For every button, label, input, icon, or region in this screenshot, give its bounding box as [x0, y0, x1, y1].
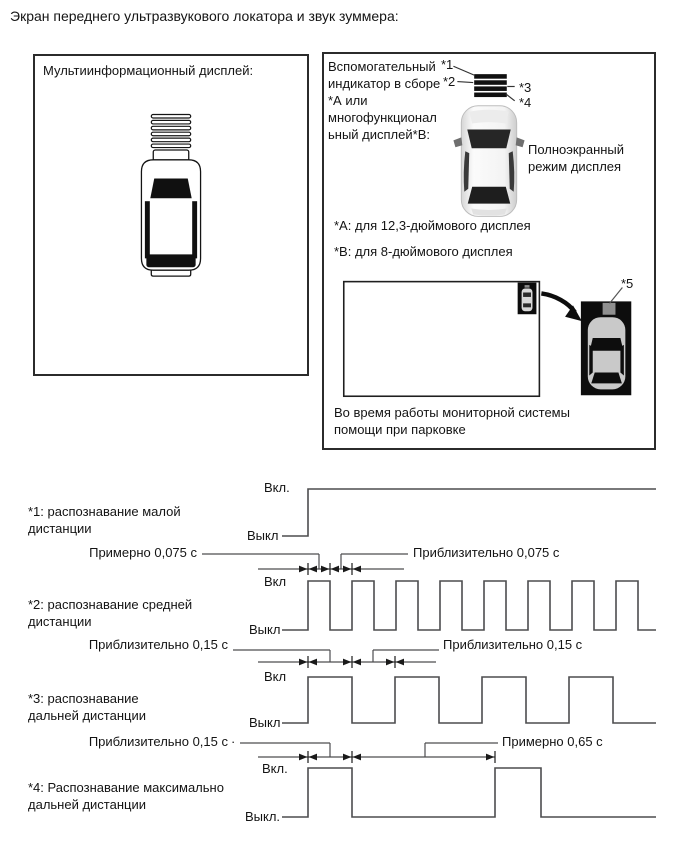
- dim-arrowhead: [299, 659, 307, 666]
- dim-arrowhead: [299, 566, 307, 573]
- timing-label-line: *3: распознавание: [28, 691, 139, 706]
- parking-assist-view: [581, 301, 631, 395]
- zoom-arrow-icon: [541, 293, 582, 321]
- timing-row-4-on-label: Вкл.: [262, 761, 288, 776]
- aux-indicator-panel: [322, 52, 656, 450]
- dim-arrowhead: [396, 659, 404, 666]
- fullscreen-line: режим дисплея: [528, 159, 622, 174]
- timing-row-2-label: [28, 596, 192, 630]
- timing-label-line: *1: распознавание малой: [28, 504, 181, 519]
- dim-arrowhead: [343, 659, 351, 666]
- car-sonar-icon: [35, 56, 307, 374]
- car-top-photo: [453, 106, 524, 217]
- heading-line: многофункционал: [328, 110, 437, 125]
- dim-arrowhead: [353, 754, 361, 761]
- dim-arrowhead: [353, 566, 361, 573]
- sonar-waves-icon: [151, 114, 190, 147]
- timing-row-2-dim-right: Приблизительно 0,075 с: [413, 545, 560, 560]
- timing-row-1-on-label: Вкл.: [264, 480, 290, 495]
- heading-line: ьный дисплей*В:: [328, 127, 430, 142]
- heading-line: Вспомогательный: [328, 59, 436, 74]
- timing-label-line: *2: распознавание средней: [28, 597, 193, 612]
- timing-row-2-dim-left: Примерно 0,075 с: [89, 545, 197, 560]
- timing-label-line: дистанции: [28, 614, 92, 629]
- dim-arrowhead: [309, 754, 317, 761]
- dim-arrowhead: [309, 659, 317, 666]
- car-top-outline-icon: [141, 150, 200, 276]
- dim-arrowhead: [309, 566, 317, 573]
- timing-label-line: дальней дистанции: [28, 708, 146, 723]
- callout-1-leader: [453, 66, 474, 75]
- timing-label-line: *4: Распознавание максимально: [28, 780, 224, 795]
- callout-1: *1: [441, 57, 454, 72]
- dim-arrowhead: [386, 659, 394, 666]
- timing-row-3-dim-left: Приблизительно 0,15 с: [88, 637, 228, 652]
- callout-3: *3: [519, 80, 532, 95]
- page-title: Экран переднего ультразвукового локатора и звук зуммера:: [10, 8, 399, 24]
- waveform-row-4: [282, 768, 656, 817]
- timing-row-3-on-label: Вкл: [264, 669, 287, 684]
- fullscreen-mode-label: [528, 141, 624, 175]
- timing-row-4-label: [28, 779, 224, 813]
- timing-label-line: дистанции: [28, 521, 92, 536]
- timing-row-3-off-label: Выкл: [249, 715, 281, 730]
- note-a: *А: для 12,3-дюймового дисплея: [334, 218, 531, 233]
- monitor-screen-outline: [344, 282, 540, 397]
- timing-row-1-off-label: Выкл: [247, 528, 279, 543]
- timing-row-4-off-label: Выкл.: [245, 809, 281, 824]
- callout-2-leader: [457, 82, 473, 83]
- heading-line: *А или: [328, 93, 368, 108]
- aux-indicator-heading: [328, 58, 440, 143]
- callout-4-leader: [506, 94, 515, 101]
- note-b: *В: для 8-дюймового дисплея: [334, 244, 513, 259]
- timing-row-4-dim-right: Примерно 0,65 с: [502, 734, 603, 749]
- multi-info-display-panel: [33, 54, 309, 376]
- waveform-row-1: [282, 489, 656, 536]
- callout-5: *5: [621, 276, 634, 291]
- timing-row-2-off-label: Выкл: [249, 622, 281, 637]
- dim-arrowhead: [353, 659, 361, 666]
- timing-row-4-dim-left: Приблизительно 0,15 с: [88, 734, 228, 749]
- dim-arrowhead: [299, 754, 307, 761]
- waveform-row-3: [282, 677, 656, 723]
- timing-row-3-dim-right: Приблизительно 0,15 с: [443, 637, 583, 652]
- callout-4: *4: [519, 95, 532, 110]
- screen-thumbnail: [518, 283, 537, 315]
- indicator-bars-icon: [474, 74, 507, 97]
- dim-arrowhead: [486, 754, 494, 761]
- dim-arrowhead: [343, 566, 351, 573]
- callout-2: *2: [443, 74, 456, 89]
- dim-arrowhead: [343, 754, 351, 761]
- parking-note-line: помощи при парковке: [334, 422, 466, 437]
- dim-arrowhead: [321, 566, 329, 573]
- timing-row-3-label: [28, 690, 146, 724]
- multi-info-display-title: Мультиинформационный дисплей:: [43, 63, 254, 78]
- fullscreen-line: Полноэкранный: [528, 142, 625, 157]
- waveform-row-2: [282, 581, 656, 630]
- timing-label-line: дальней дистанции: [28, 797, 146, 812]
- heading-line: индикатор в сборе: [328, 76, 441, 91]
- dim-arrowhead: [331, 566, 339, 573]
- parking-note-line: Во время работы мониторной системы: [334, 405, 570, 420]
- timing-row-4-dim-dot: ·: [231, 734, 236, 749]
- parking-monitor-note: [334, 404, 570, 438]
- timing-row-2-on-label: Вкл: [264, 574, 287, 589]
- timing-row-1-label: [28, 503, 181, 537]
